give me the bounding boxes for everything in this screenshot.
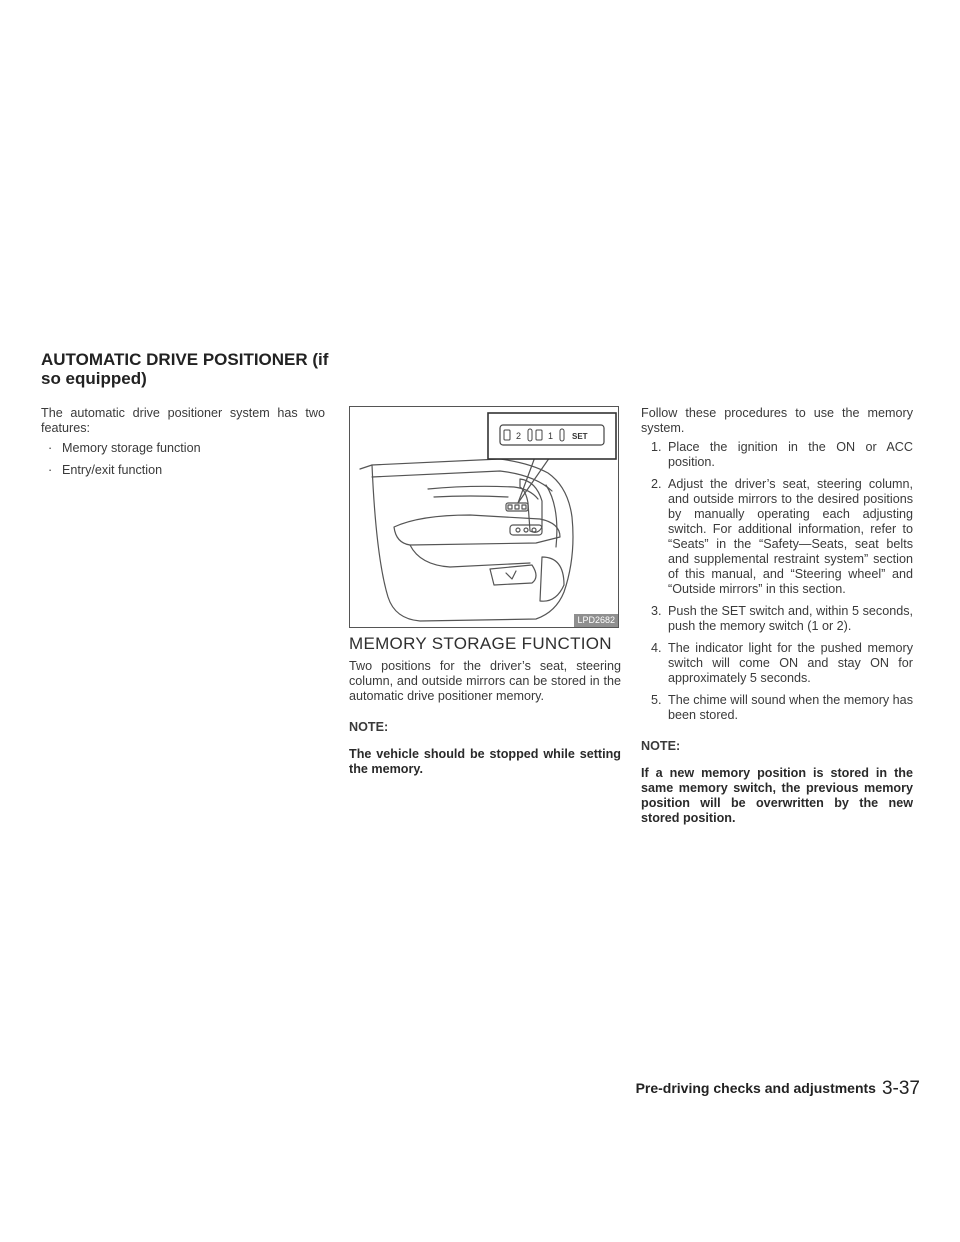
procedure-column [641, 406, 913, 826]
step-text: Place the ignition in the ON or ACC position. [668, 440, 913, 469]
step-text: The chime will sound when the memory has been stored. [668, 693, 913, 722]
procedure-step [641, 477, 913, 597]
page-number: 3-37 [881, 1078, 920, 1099]
intro-text: The automatic drive positioner system has two features: [41, 406, 325, 435]
intro-column [41, 406, 325, 485]
section-title [41, 350, 341, 388]
step-number: 3. [651, 604, 662, 618]
page-footer [636, 1078, 920, 1100]
section-title-line-2: so equipped) [41, 369, 147, 388]
feature-list [41, 441, 325, 478]
set-switch-label: SET [572, 432, 588, 441]
feature-item-entry-exit [41, 463, 325, 478]
bullet-marker: · [48, 441, 53, 455]
procedure-intro: Follow these procedures to use the memory system. [641, 406, 913, 435]
figure-code: LPD2682 [574, 614, 618, 627]
step-text: Adjust the driver’s seat, steering column, and outside mirrors to the desired positions by manually operating each adjusting switch. For additional information, refer to “Seats” in the “Safety—Seats, seat belts and supplemental restraint system” section of this manual, and “Steering wheel” and “Outside mirrors” in this section. [668, 477, 913, 596]
step-text: The indicator light for the pushed memory switch will come ON and stay ON for approximately 5 seconds. [668, 641, 913, 685]
door-panel-illustration [350, 407, 618, 627]
feature-label: Entry/exit function [62, 463, 163, 477]
procedure-step [641, 693, 913, 723]
memory-storage-heading: MEMORY STORAGE FUNCTION [349, 634, 612, 653]
procedure-step [641, 641, 913, 686]
note-label: NOTE: [349, 720, 389, 734]
step-number: 1. [651, 440, 662, 454]
footer-section-name: Pre-driving checks and adjustments [635, 1080, 876, 1096]
memory-switch-1-label: 1 [548, 431, 554, 441]
procedure-steps [641, 440, 913, 723]
memory-storage-column [349, 636, 621, 777]
step-number: 2. [651, 477, 662, 491]
note-text: The vehicle should be stopped while setting the memory. [349, 747, 621, 776]
procedure-step [641, 604, 913, 634]
door-panel-figure [349, 406, 619, 628]
feature-item-memory [41, 441, 325, 456]
step-number: 4. [651, 641, 662, 655]
memory-storage-text: Two positions for the driver’s seat, steering column, and outside mirrors can be stored in the automatic drive positioner memory. [349, 659, 621, 703]
memory-switch-2-label: 2 [516, 431, 522, 441]
step-number: 5. [651, 693, 662, 707]
feature-label: Memory storage function [62, 441, 201, 455]
step-text: Push the SET switch and, within 5 seconds, push the memory switch (1 or 2). [668, 604, 913, 633]
bullet-marker: · [48, 463, 53, 477]
note-text: If a new memory position is stored in the same memory switch, the previous memory position will be overwritten by the new stored position. [641, 766, 913, 825]
procedure-step [641, 440, 913, 470]
note-label: NOTE: [641, 739, 681, 753]
section-title-line-1: AUTOMATIC DRIVE POSITIONER (if [41, 350, 329, 369]
